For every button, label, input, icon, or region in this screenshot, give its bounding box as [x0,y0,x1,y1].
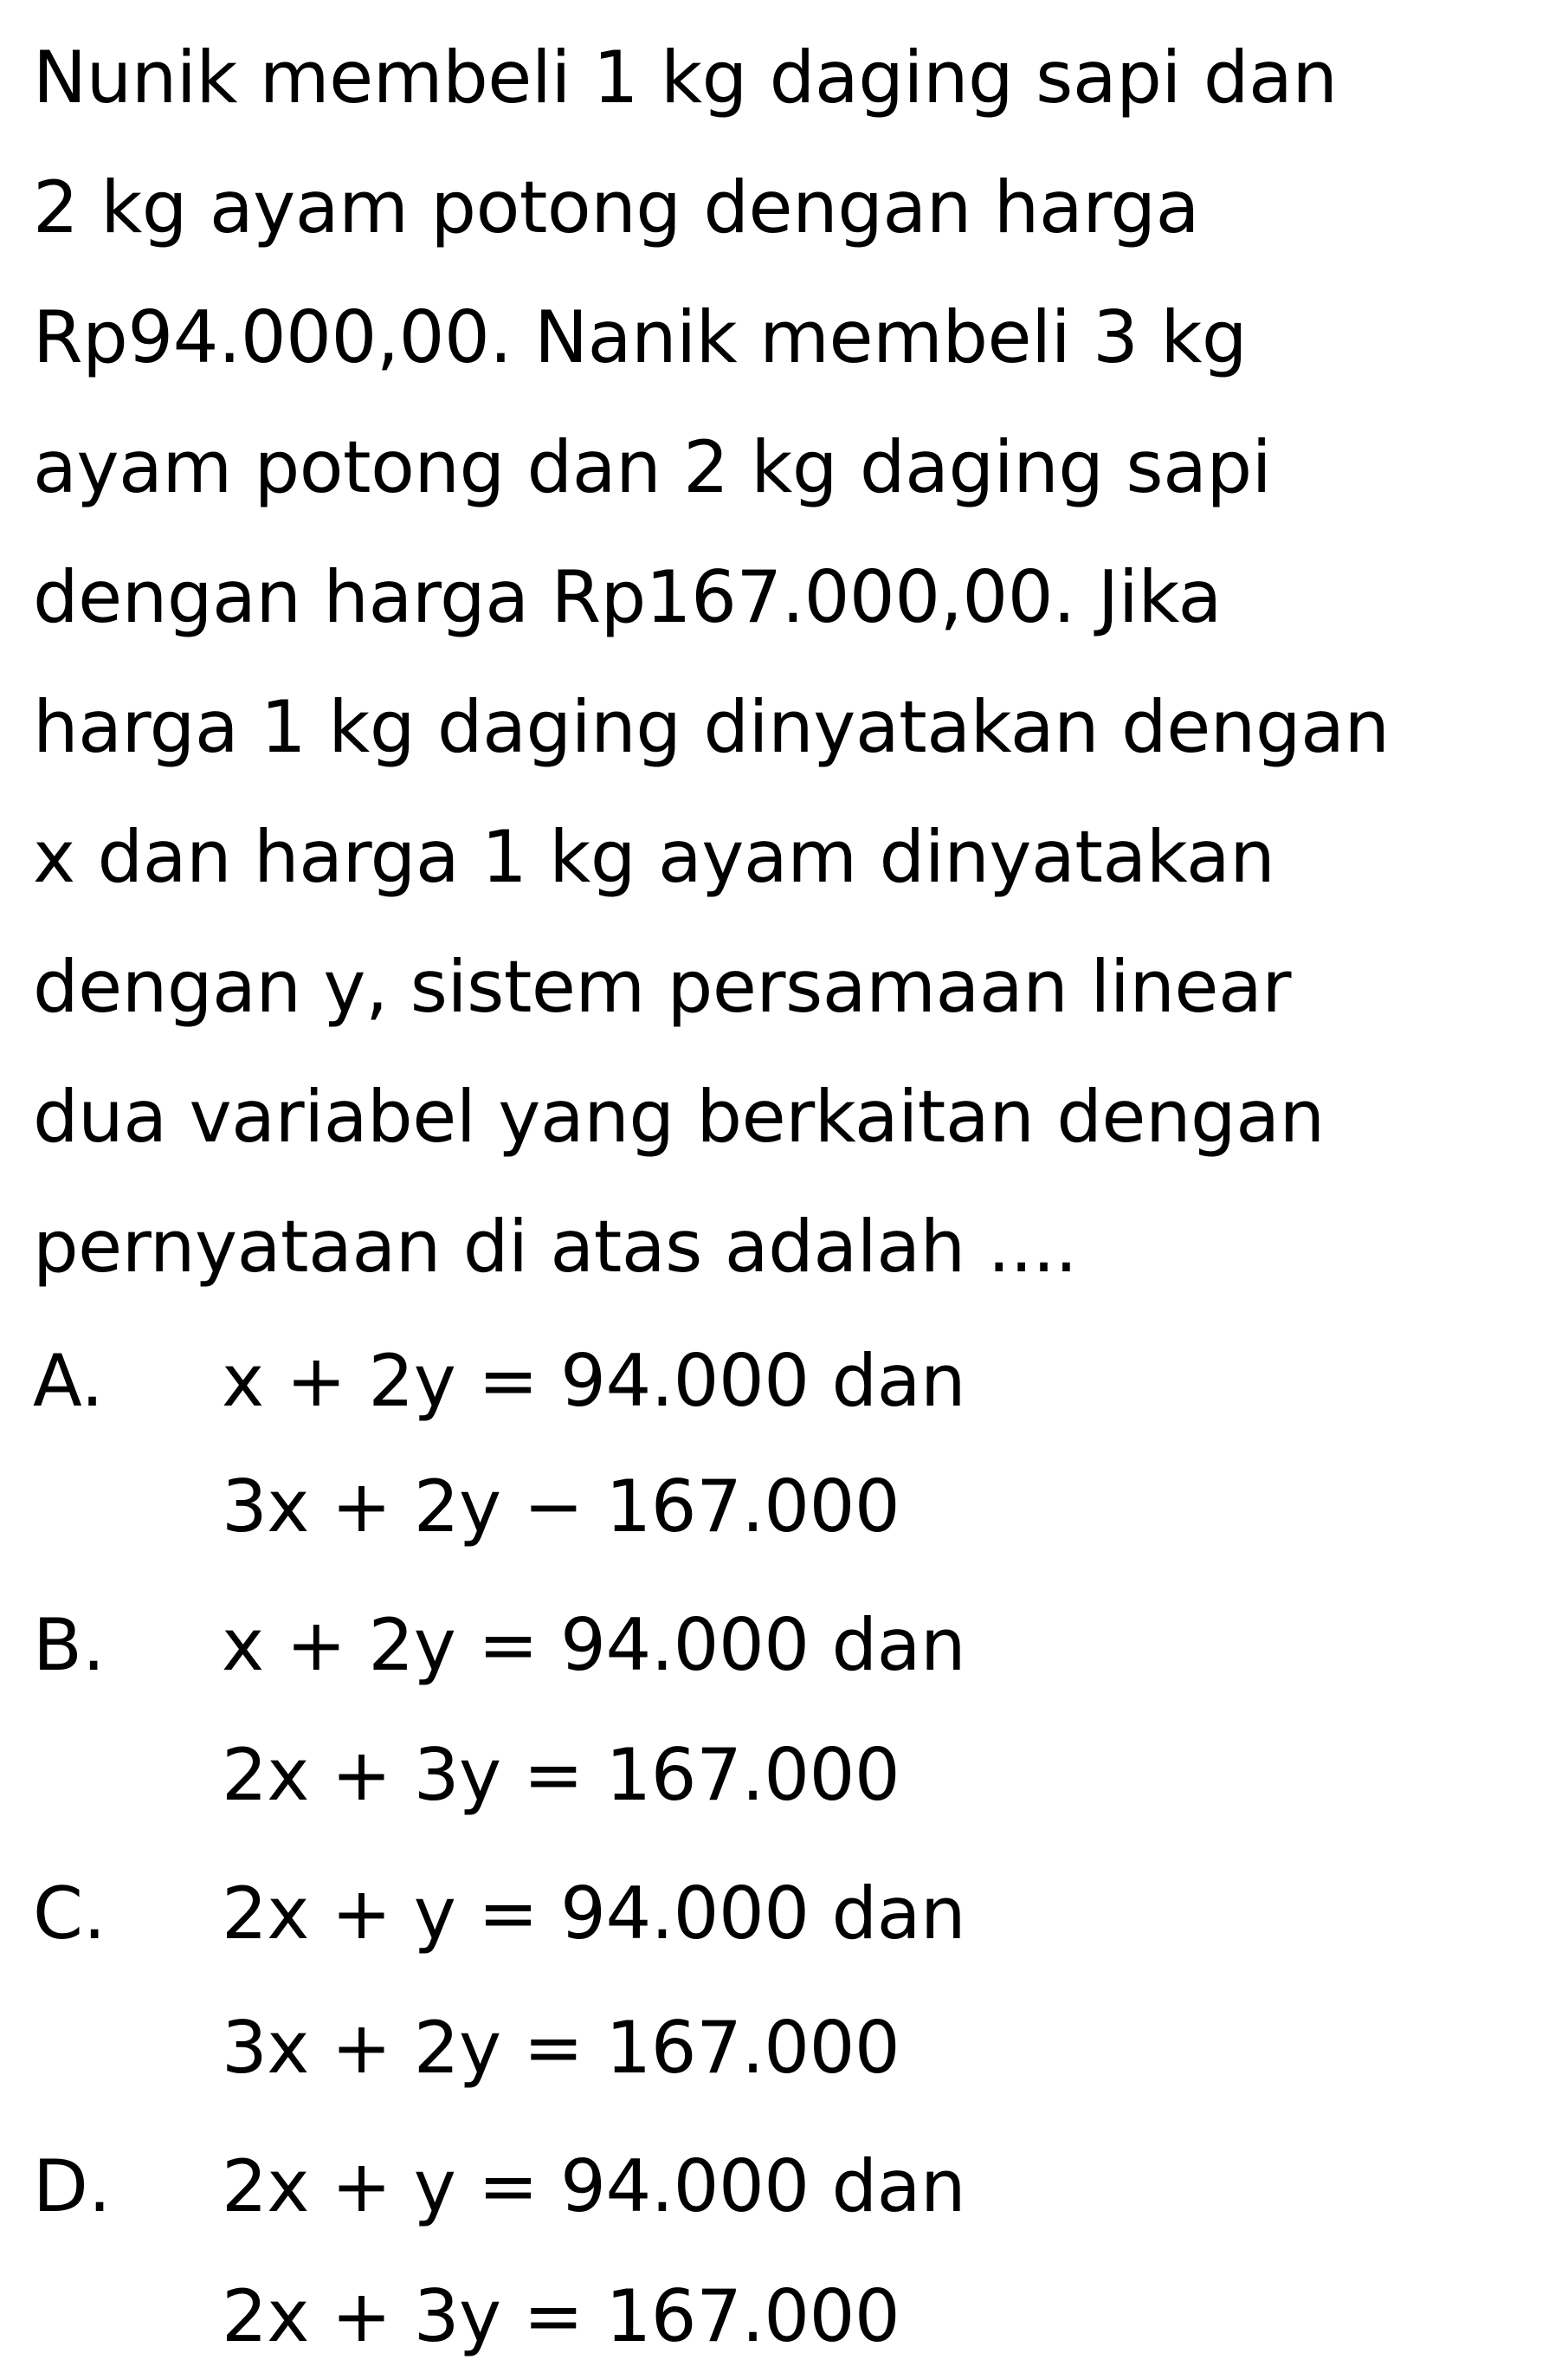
option-letter: B. [33,1603,106,1687]
question-line: dengan harga Rp167.000,00. Jika [33,555,1222,639]
option-equation: 2x + y = 94.000 dan [222,1872,966,1956]
question-line: Nunik membeli 1 kg daging sapi dan [33,36,1338,120]
question-line: ayam potong dan 2 kg daging sapi [33,425,1272,509]
option-equation: 2x + 3y = 167.000 [222,1733,900,1817]
question-line: harga 1 kg daging dinyatakan dengan [33,685,1390,769]
question-line: dua variabel yang berkaitan dengan [33,1075,1325,1159]
option-letter: C. [33,1872,106,1956]
question-line: Rp94.000,00. Nanik membeli 3 kg [33,295,1248,379]
question-line: dengan y, sistem persamaan linear [33,945,1291,1029]
option-letter: D. [33,2144,112,2228]
question-line: x dan harga 1 kg ayam dinyatakan [33,815,1275,899]
question-line: 2 kg ayam potong dengan harga [33,165,1199,249]
option-equation: 3x + 2y = 167.000 [222,2006,900,2090]
option-equation: 2x + y = 94.000 dan [222,2144,966,2228]
option-equation: x + 2y = 94.000 dan [222,1603,966,1687]
option-equation: 3x + 2y − 167.000 [222,1464,900,1548]
option-equation: x + 2y = 94.000 dan [222,1339,966,1423]
option-equation: 2x + 3y = 167.000 [222,2274,900,2358]
option-letter: A. [33,1339,104,1423]
question-line: pernyataan di atas adalah .... [33,1205,1078,1289]
